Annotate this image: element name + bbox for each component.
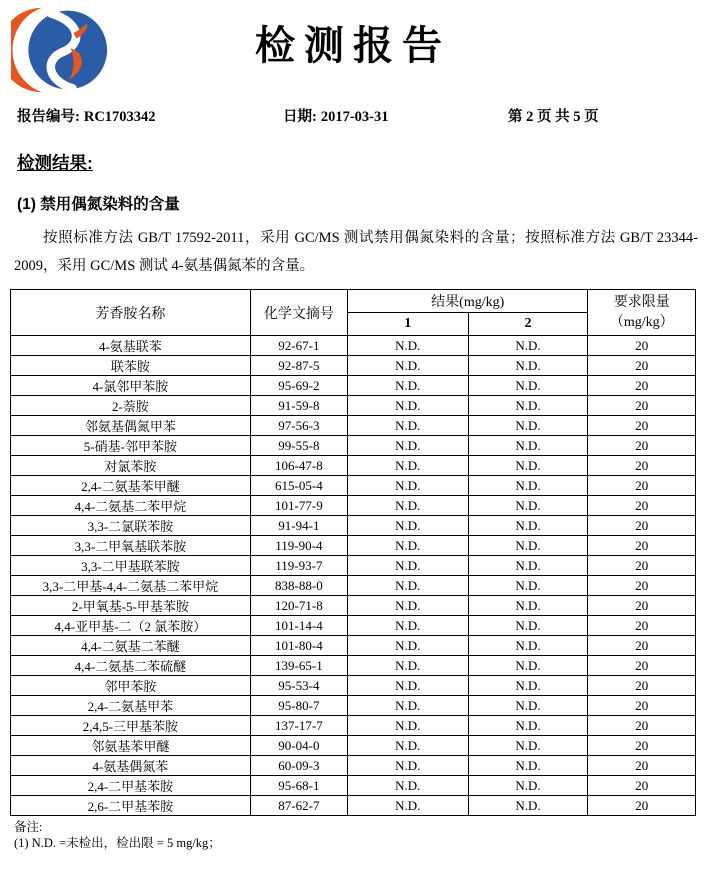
limit-cell: 20 bbox=[588, 456, 696, 476]
table-row bbox=[11, 356, 696, 376]
result-2-cell: N.D. bbox=[468, 716, 588, 736]
results-table-header bbox=[11, 290, 696, 336]
amine-name-cell: 2,4-二氨基甲苯 bbox=[11, 696, 251, 716]
limit-cell: 20 bbox=[588, 536, 696, 556]
cas-number-cell: 120-71-8 bbox=[250, 596, 347, 616]
result-1-cell: N.D. bbox=[348, 636, 469, 656]
result-1-cell: N.D. bbox=[348, 676, 469, 696]
page-title: 检测报告 bbox=[255, 24, 451, 68]
table-row bbox=[11, 416, 696, 436]
result-1-cell: N.D. bbox=[348, 616, 469, 636]
limit-cell: 20 bbox=[588, 656, 696, 676]
limit-cell: 20 bbox=[588, 396, 696, 416]
limit-cell: 20 bbox=[588, 416, 696, 436]
table-row bbox=[11, 576, 696, 596]
result-1-cell: N.D. bbox=[348, 416, 469, 436]
results-table bbox=[10, 289, 696, 816]
result-2-cell: N.D. bbox=[468, 556, 588, 576]
table-row bbox=[11, 376, 696, 396]
cas-number-cell: 95-69-2 bbox=[250, 376, 347, 396]
result-2-cell: N.D. bbox=[468, 636, 588, 656]
cas-number-cell: 106-47-8 bbox=[250, 456, 347, 476]
result-2-cell: N.D. bbox=[468, 476, 588, 496]
result-2-cell: N.D. bbox=[468, 516, 588, 536]
result-1-cell: N.D. bbox=[348, 496, 469, 516]
limit-cell: 20 bbox=[588, 356, 696, 376]
result-1-cell: N.D. bbox=[348, 696, 469, 716]
amine-name-cell: 2,4-二甲基苯胺 bbox=[11, 776, 251, 796]
limit-cell: 20 bbox=[588, 376, 696, 396]
column-header-limit bbox=[588, 290, 696, 336]
cas-number-cell: 101-14-4 bbox=[250, 616, 347, 636]
table-row bbox=[11, 536, 696, 556]
table-row bbox=[11, 496, 696, 516]
result-2-cell: N.D. bbox=[468, 676, 588, 696]
result-2-cell: N.D. bbox=[468, 416, 588, 436]
amine-name-cell: 3,3-二甲氧基联苯胺 bbox=[11, 536, 251, 556]
limit-cell: 20 bbox=[588, 736, 696, 756]
limit-cell: 20 bbox=[588, 556, 696, 576]
result-1-cell: N.D. bbox=[348, 536, 469, 556]
result-1-cell: N.D. bbox=[348, 476, 469, 496]
result-1-cell: N.D. bbox=[348, 756, 469, 776]
results-table-body bbox=[11, 336, 696, 816]
amine-name-cell: 4,4-亚甲基-二（2 氯苯胺） bbox=[11, 616, 251, 636]
result-2-cell: N.D. bbox=[468, 376, 588, 396]
limit-cell: 20 bbox=[588, 796, 696, 816]
amine-name-cell: 3,3-二甲基-4,4-二氨基二苯甲烷 bbox=[11, 576, 251, 596]
amine-name-cell: 4,4-二氨基二苯醚 bbox=[11, 636, 251, 656]
result-1-cell: N.D. bbox=[348, 556, 469, 576]
result-1-cell: N.D. bbox=[348, 456, 469, 476]
table-row bbox=[11, 756, 696, 776]
cas-number-cell: 101-80-4 bbox=[250, 636, 347, 656]
report-number-value: RC1703342 bbox=[83, 109, 156, 125]
result-2-cell: N.D. bbox=[468, 456, 588, 476]
table-row bbox=[11, 616, 696, 636]
amine-name-cell: 2,4-二氨基苯甲醚 bbox=[11, 476, 251, 496]
limit-cell: 20 bbox=[588, 496, 696, 516]
amine-name-cell: 4-氨基联苯 bbox=[11, 336, 251, 356]
cas-number-cell: 139-65-1 bbox=[250, 656, 347, 676]
column-header-limit-line2: （mg/kg） bbox=[609, 314, 674, 330]
table-row bbox=[11, 436, 696, 456]
cas-number-cell: 87-62-7 bbox=[250, 796, 347, 816]
amine-name-cell: 4,4-二氨基二苯甲烷 bbox=[11, 496, 251, 516]
cas-number-cell: 615-05-4 bbox=[250, 476, 347, 496]
limit-cell: 20 bbox=[588, 516, 696, 536]
result-1-cell: N.D. bbox=[348, 356, 469, 376]
cas-number-cell: 101-77-9 bbox=[250, 496, 347, 516]
report-date-value: 2017-03-31 bbox=[320, 109, 389, 125]
table-row bbox=[11, 636, 696, 656]
result-2-cell: N.D. bbox=[468, 356, 588, 376]
result-1-cell: N.D. bbox=[348, 796, 469, 816]
amine-name-cell: 3,3-二氯联苯胺 bbox=[11, 516, 251, 536]
limit-cell: 20 bbox=[588, 476, 696, 496]
amine-name-cell: 2-萘胺 bbox=[11, 396, 251, 416]
amine-name-cell: 联苯胺 bbox=[11, 356, 251, 376]
column-header-result-1: 1 bbox=[348, 313, 469, 336]
cas-number-cell: 92-67-1 bbox=[250, 336, 347, 356]
table-row bbox=[11, 656, 696, 676]
meta-row bbox=[17, 108, 689, 126]
result-1-cell: N.D. bbox=[348, 576, 469, 596]
amine-name-cell: 4-氨基偶氮苯 bbox=[11, 756, 251, 776]
result-1-cell: N.D. bbox=[348, 336, 469, 356]
amine-name-cell: 邻甲苯胺 bbox=[11, 676, 251, 696]
cas-number-cell: 91-59-8 bbox=[250, 396, 347, 416]
method-description: 按照标准方法 GB/T 17592-2011，采用 GC/MS 测试禁用偶氮染料的含量；按照标准方法 GB/T 23344-2009，采用 GC/MS 测试 4-氨基偶氮苯的含量。 bbox=[14, 230, 698, 274]
report-number-label: 报告编号: bbox=[17, 109, 80, 125]
amine-name-cell: 4-氯邻甲苯胺 bbox=[11, 376, 251, 396]
report-header bbox=[0, 0, 706, 104]
result-1-cell: N.D. bbox=[348, 716, 469, 736]
limit-cell: 20 bbox=[588, 336, 696, 356]
report-number bbox=[17, 108, 283, 126]
result-2-cell: N.D. bbox=[468, 536, 588, 556]
cas-number-cell: 95-80-7 bbox=[250, 696, 347, 716]
amine-name-cell: 邻氨基苯甲醚 bbox=[11, 736, 251, 756]
item-1-title: (1) 禁用偶氮染料的含量 bbox=[17, 196, 180, 213]
limit-cell: 20 bbox=[588, 676, 696, 696]
result-1-cell: N.D. bbox=[348, 376, 469, 396]
cas-number-cell: 92-87-5 bbox=[250, 356, 347, 376]
amine-name-cell: 邻氨基偶氮甲苯 bbox=[11, 416, 251, 436]
table-row bbox=[11, 516, 696, 536]
cas-number-cell: 119-90-4 bbox=[250, 536, 347, 556]
table-row bbox=[11, 556, 696, 576]
limit-cell: 20 bbox=[588, 576, 696, 596]
result-1-cell: N.D. bbox=[348, 776, 469, 796]
table-row bbox=[11, 736, 696, 756]
limit-cell: 20 bbox=[588, 696, 696, 716]
result-1-cell: N.D. bbox=[348, 516, 469, 536]
report-date bbox=[283, 108, 508, 126]
amine-name-cell: 2,4,5-三甲基苯胺 bbox=[11, 716, 251, 736]
result-1-cell: N.D. bbox=[348, 736, 469, 756]
notes-block bbox=[14, 819, 706, 851]
table-row bbox=[11, 336, 696, 356]
result-2-cell: N.D. bbox=[468, 596, 588, 616]
table-row bbox=[11, 696, 696, 716]
cas-number-cell: 137-17-7 bbox=[250, 716, 347, 736]
limit-cell: 20 bbox=[588, 596, 696, 616]
cas-number-cell: 60-09-3 bbox=[250, 756, 347, 776]
result-2-cell: N.D. bbox=[468, 696, 588, 716]
notes-label: 备注: bbox=[14, 820, 43, 834]
result-2-cell: N.D. bbox=[468, 776, 588, 796]
cas-number-cell: 99-55-8 bbox=[250, 436, 347, 456]
cas-number-cell: 119-93-7 bbox=[250, 556, 347, 576]
table-row bbox=[11, 676, 696, 696]
table-row bbox=[11, 776, 696, 796]
table-row bbox=[11, 596, 696, 616]
result-2-cell: N.D. bbox=[468, 436, 588, 456]
result-1-cell: N.D. bbox=[348, 656, 469, 676]
result-2-cell: N.D. bbox=[468, 756, 588, 776]
amine-name-cell: 3,3-二甲基联苯胺 bbox=[11, 556, 251, 576]
column-header-result-2: 2 bbox=[468, 313, 588, 336]
result-1-cell: N.D. bbox=[348, 396, 469, 416]
report-date-label: 日期: bbox=[283, 109, 317, 125]
result-1-cell: N.D. bbox=[348, 596, 469, 616]
company-logo-icon bbox=[11, 2, 111, 98]
table-row bbox=[11, 716, 696, 736]
cas-number-cell: 91-94-1 bbox=[250, 516, 347, 536]
limit-cell: 20 bbox=[588, 756, 696, 776]
result-2-cell: N.D. bbox=[468, 576, 588, 596]
result-2-cell: N.D. bbox=[468, 336, 588, 356]
cas-number-cell: 95-53-4 bbox=[250, 676, 347, 696]
cas-number-cell: 97-56-3 bbox=[250, 416, 347, 436]
column-header-cas-number: 化学文摘号 bbox=[250, 290, 347, 336]
result-2-cell: N.D. bbox=[468, 736, 588, 756]
limit-cell: 20 bbox=[588, 636, 696, 656]
table-row bbox=[11, 476, 696, 496]
column-header-limit-line1: 要求限量 bbox=[613, 294, 670, 310]
result-1-cell: N.D. bbox=[348, 436, 469, 456]
page-indicator: 第 2 页 共 5 页 bbox=[508, 109, 599, 125]
result-2-cell: N.D. bbox=[468, 616, 588, 636]
result-2-cell: N.D. bbox=[468, 396, 588, 416]
cas-number-cell: 838-88-0 bbox=[250, 576, 347, 596]
result-2-cell: N.D. bbox=[468, 496, 588, 516]
table-row bbox=[11, 796, 696, 816]
result-2-cell: N.D. bbox=[468, 656, 588, 676]
limit-cell: 20 bbox=[588, 436, 696, 456]
results-section-heading: 检测结果: bbox=[17, 153, 93, 173]
result-2-cell: N.D. bbox=[468, 796, 588, 816]
amine-name-cell: 2,6-二甲基苯胺 bbox=[11, 796, 251, 816]
column-header-result: 结果(mg/kg) bbox=[348, 290, 588, 313]
limit-cell: 20 bbox=[588, 616, 696, 636]
column-header-amine-name: 芳香胺名称 bbox=[11, 290, 251, 336]
note-item-1: (1) N.D. =未检出，检出限 = 5 mg/kg； bbox=[14, 836, 221, 850]
limit-cell: 20 bbox=[588, 776, 696, 796]
table-row bbox=[11, 396, 696, 416]
amine-name-cell: 对氯苯胺 bbox=[11, 456, 251, 476]
cas-number-cell: 90-04-0 bbox=[250, 736, 347, 756]
cas-number-cell: 95-68-1 bbox=[250, 776, 347, 796]
amine-name-cell: 4,4-二氨基二苯硫醚 bbox=[11, 656, 251, 676]
amine-name-cell: 2-甲氧基-5-甲基苯胺 bbox=[11, 596, 251, 616]
amine-name-cell: 5-硝基-邻甲苯胺 bbox=[11, 436, 251, 456]
limit-cell: 20 bbox=[588, 716, 696, 736]
table-row bbox=[11, 456, 696, 476]
